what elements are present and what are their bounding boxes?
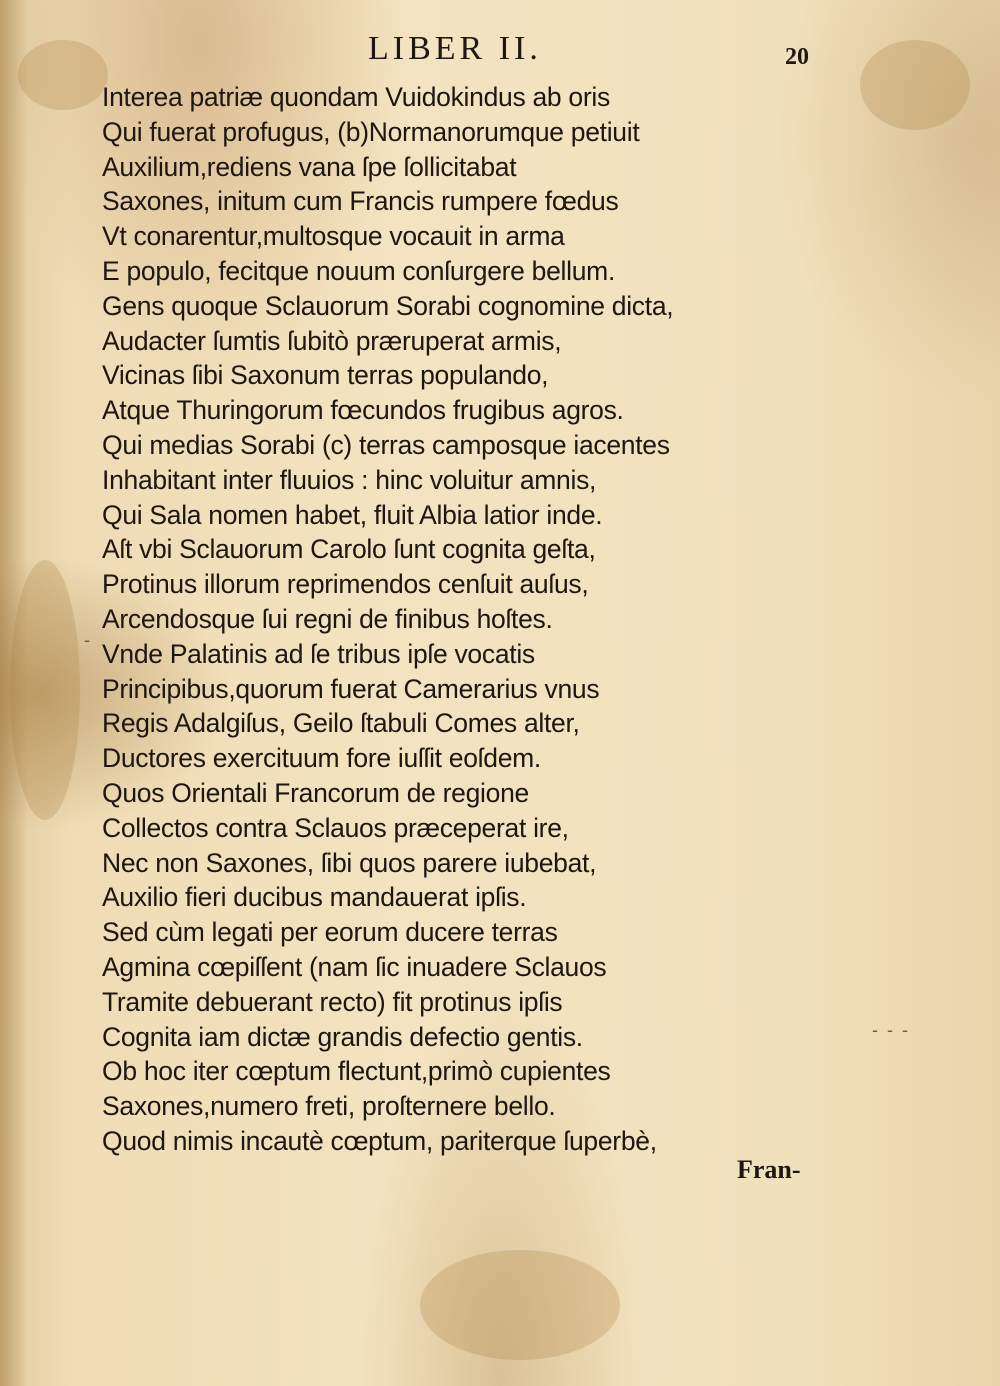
verse-line: Qui fuerat profugus, (b)Normanorumque petiuit — [102, 116, 640, 147]
running-head: LIBER II. — [368, 30, 542, 67]
verse-line: Qui medias Sorabi (c) terras camposque iacentes — [102, 429, 670, 460]
verse-line: Ob hoc iter cœptum flectunt,primò cupientes — [102, 1056, 611, 1087]
verse-line: Interea patriæ quondam Vuidokindus ab oris — [102, 82, 610, 112]
verse-line: Quod nimis incautè cœptum, pariterque ſuperbè, — [102, 1125, 657, 1156]
verse-line: Cognita iam dictæ grandis defectio gentis. — [102, 1021, 583, 1052]
verse-line: Ductores exercituum fore iuſſit eoſdem. — [102, 743, 541, 774]
verse-line: E populo, fecitque nouum conſurgere bellum. — [102, 255, 616, 286]
verse-line: Vnde Palatinis ad ſe tribus ipſe vocatis — [102, 638, 535, 669]
verse-line: Tramite debuerant recto) fit protinus ipſis — [102, 986, 563, 1017]
verse-line: Regis Adalgiſus, Geilo ſtabuli Comes alter, — [102, 708, 580, 739]
stray-mark: ‑ ‑ ‑ — [872, 1020, 910, 1040]
page-header — [0, 30, 1000, 80]
verse-line: Saxones, initum cum Francis rumpere fœdus — [102, 186, 619, 217]
verse-line: Vt conarentur,multosque vocauit in arma — [102, 221, 565, 252]
verse-line: Gens quoque Sclauorum Sorabi cognomine dicta, — [102, 290, 674, 321]
verse-line: Quos Orientali Francorum de regione — [102, 777, 529, 808]
stray-mark: ‑ — [84, 630, 90, 650]
verse-line: Saxones,numero freti, proſternere bello. — [102, 1091, 556, 1122]
verse-line: Aſt vbi Sclauorum Carolo ſunt cognita geſta, — [102, 534, 596, 565]
verse-line: Atque Thuringorum fœcundos frugibus agros. — [102, 395, 624, 426]
verse-line: Vicinas ſibi Saxonum terras populando, — [102, 360, 549, 391]
verse-line: Nec non Saxones, ſibi quos parere iubebat, — [102, 847, 597, 878]
folio-number: 20 — [785, 44, 809, 70]
verse-line: Arcendosque ſui regni de finibus hoſtes. — [102, 603, 553, 634]
verse-line: Sed cùm legati per eorum ducere terras — [102, 917, 558, 948]
verse-line: Principibus,quorum fuerat Camerarius vnus — [102, 673, 600, 704]
verse-line: Collectos contra Sclauos præceperat ire, — [102, 812, 569, 843]
verse-line: Auxilium,rediens vana ſpe ſollicitabat — [102, 151, 517, 182]
verse-line: Protinus illorum reprimendos cenſuit auſus, — [102, 569, 589, 600]
verse-line: Qui Sala nomen habet, fluit Albia latior inde. — [102, 499, 603, 530]
foxing-stain — [420, 1250, 620, 1360]
verse-line: Auxilio fieri ducibus mandauerat ipſis. — [102, 882, 527, 913]
catchword: Fran- — [737, 1155, 801, 1184]
foxing-stain — [10, 560, 80, 820]
verse-line: Audacter ſumtis ſubitò præruperat armis, — [102, 325, 562, 356]
verse-line: Agmina cœpiſſent (nam ſic inuadere Sclauos — [102, 951, 607, 982]
verse-line: Inhabitant inter fluuios : hinc voluitur amnis, — [102, 464, 597, 495]
verse-block — [102, 80, 802, 1159]
